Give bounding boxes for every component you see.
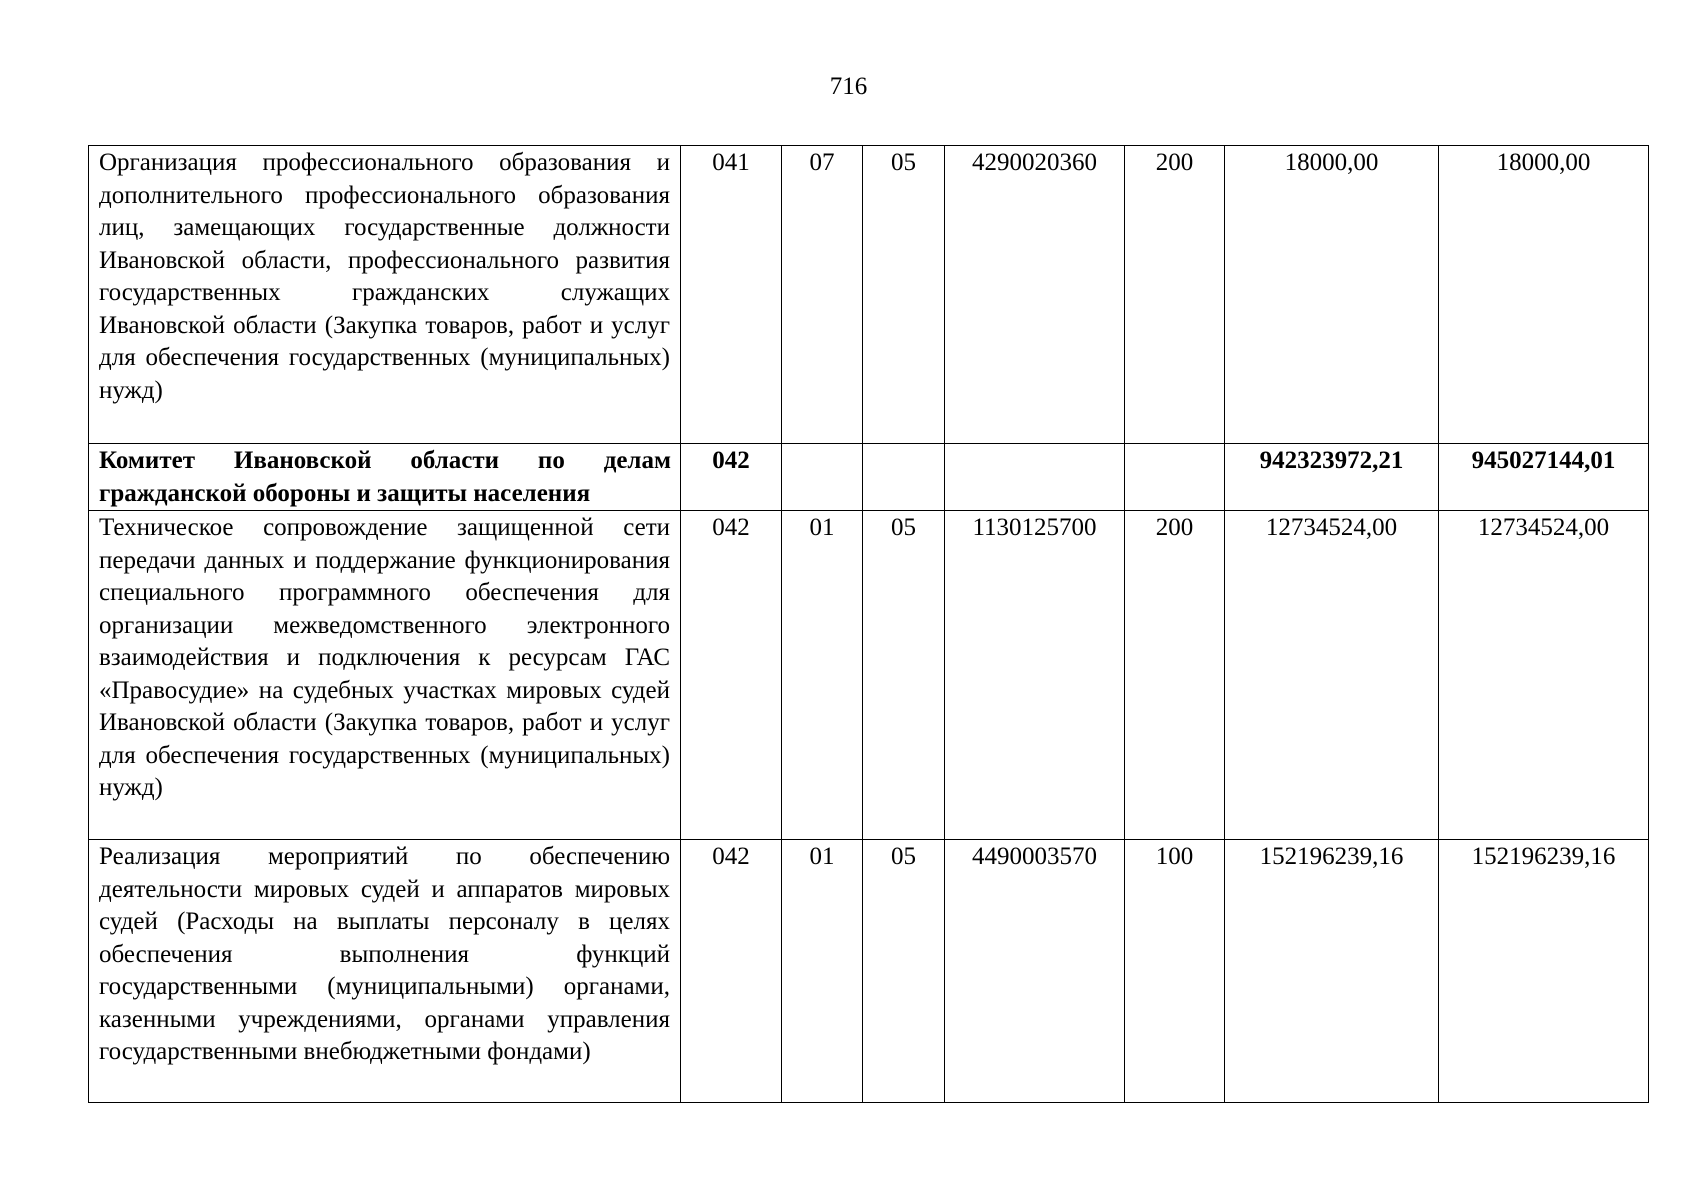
amount-year-2: 152196239,16 — [1439, 840, 1649, 1103]
row-description: Реализация мероприятий по обеспечению деятельности мировых судей и аппаратов мировых судей (Расходы на выплаты персоналу в целях обеспечения выполнения функций государственными (муниципальными) органами, казенными учреждениями, органами управления государственными внебюджетными фондами) — [89, 840, 681, 1103]
ministry-code: 042 — [681, 840, 782, 1103]
row-description: Организация профессионального образования и дополнительного профессионального образования лиц, замещающих государственные должности Ивановской области, профессионального развития государственных гражданских служащих Ивановской области (Закупка товаров, работ и услуг для обеспечения государственных (муниципальных) нужд) — [89, 146, 681, 444]
row-description: Техническое сопровождение защищенной сети передачи данных и поддержание функционирования специального программного обеспечения для организации межведомственного электронного взаимодействия и подключения к ресурсам ГАС «Правосудие» на судебных участках мировых судей Ивановской области (Закупка товаров, работ и услуг для обеспечения государственных (муниципальных) нужд) — [89, 511, 681, 840]
subsection-code: 05 — [863, 511, 945, 840]
table-row — [89, 511, 1649, 840]
table-row — [89, 146, 1649, 444]
ministry-code: 042 — [681, 511, 782, 840]
subsection-code — [863, 444, 945, 511]
amount-year-1: 942323972,21 — [1225, 444, 1439, 511]
amount-year-2: 945027144,01 — [1439, 444, 1649, 511]
expense-type-code — [1125, 444, 1225, 511]
row-description: Комитет Ивановской области по делам гражданской обороны и защиты населения — [89, 444, 681, 511]
expense-type-code: 200 — [1125, 511, 1225, 840]
amount-year-2: 12734524,00 — [1439, 511, 1649, 840]
budget-table — [88, 145, 1649, 1103]
target-article-code: 4290020360 — [945, 146, 1125, 444]
target-article-code: 1130125700 — [945, 511, 1125, 840]
amount-year-1: 18000,00 — [1225, 146, 1439, 444]
amount-year-2: 18000,00 — [1439, 146, 1649, 444]
section-code: 01 — [782, 511, 863, 840]
amount-year-1: 12734524,00 — [1225, 511, 1439, 840]
expense-type-code: 200 — [1125, 146, 1225, 444]
subsection-code: 05 — [863, 840, 945, 1103]
table-row — [89, 840, 1649, 1103]
section-code: 01 — [782, 840, 863, 1103]
expense-type-code: 100 — [1125, 840, 1225, 1103]
subsection-code: 05 — [863, 146, 945, 444]
ministry-code: 041 — [681, 146, 782, 444]
amount-year-1: 152196239,16 — [1225, 840, 1439, 1103]
target-article-code — [945, 444, 1125, 511]
page-number: 716 — [829, 73, 868, 100]
ministry-code: 042 — [681, 444, 782, 511]
section-code: 07 — [782, 146, 863, 444]
target-article-code: 4490003570 — [945, 840, 1125, 1103]
section-code — [782, 444, 863, 511]
table-row — [89, 444, 1649, 511]
